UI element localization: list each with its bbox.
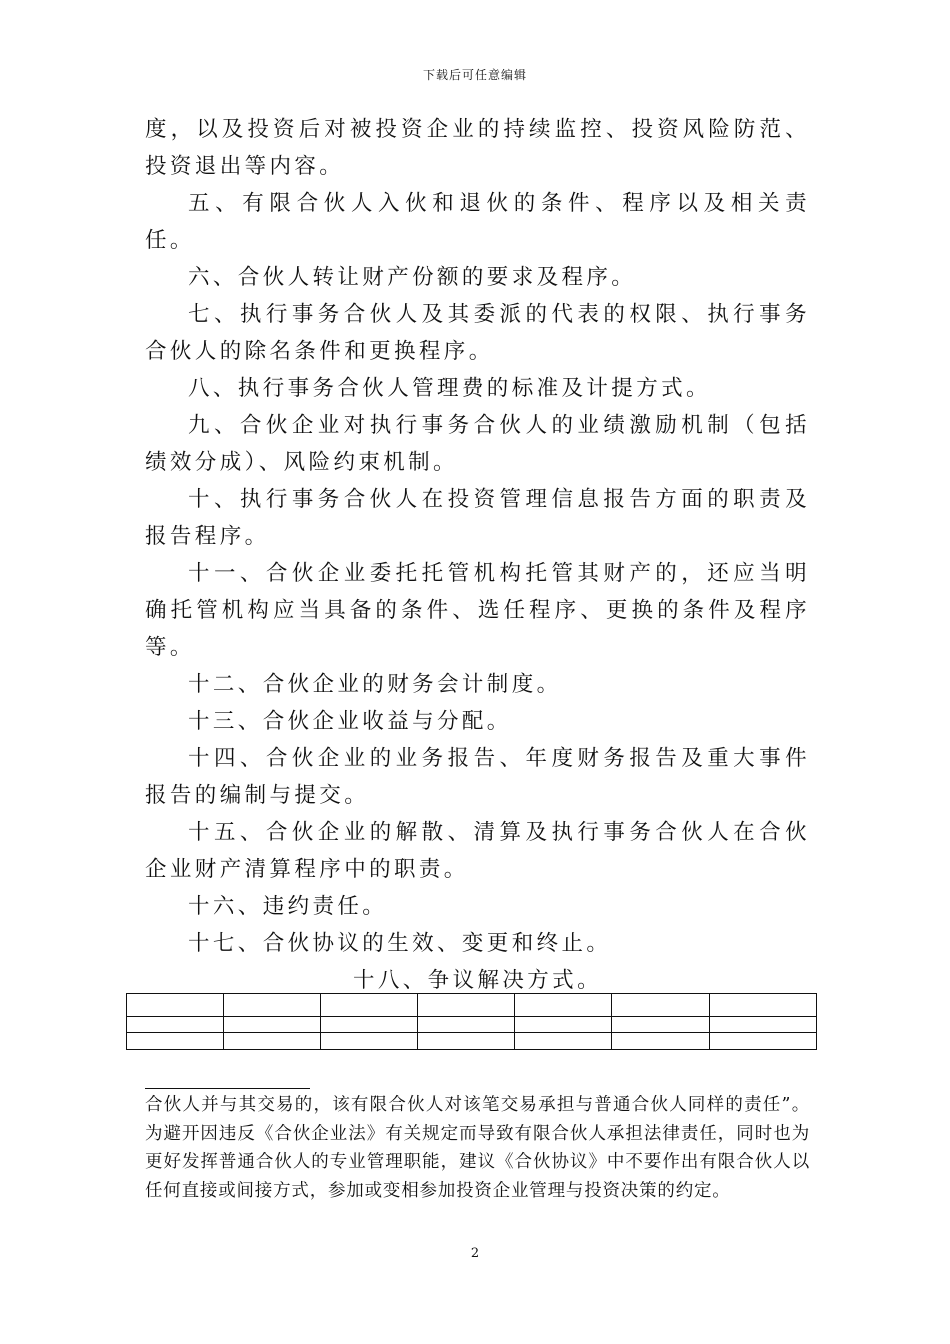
- table-cell: [224, 994, 321, 1017]
- table-cell: [612, 1017, 710, 1033]
- clause-11: 十一、合伙企业委托托管机构托管其财产的，还应当明确托管机构应当具备的条件、选任程序、更换的条件及程序等。: [145, 561, 810, 660]
- footnote-text: 合伙人并与其交易的，该有限合伙人对该笔交易承担与普通合伙人同样的责任”。为避开因违反《合伙企业法》有关规定而导致有限合伙人承担法律责任，同时也为更好发挥普通合伙人的专业管理职能，建议《合伙协议》中不要作出有限合伙人以任何直接或间接方式，参加或变相参加投资企业管理与投资决策的约定。: [145, 1095, 810, 1201]
- footnote: [145, 1091, 810, 1205]
- table-cell: [515, 994, 612, 1017]
- clause-15: 十五、合伙企业的解散、清算及执行事务合伙人在合伙企业财产清算程序中的职责。: [145, 820, 810, 882]
- table-cell: [127, 994, 224, 1017]
- clause-12: 十二、合伙企业的财务会计制度。: [188, 672, 562, 697]
- table-row: [127, 1033, 817, 1050]
- table-cell: [224, 1017, 321, 1033]
- clause-16: 十六、违约责任。: [188, 894, 388, 919]
- table-cell: [224, 1033, 321, 1050]
- clause-17: 十七、合伙协议的生效、变更和终止。: [188, 931, 612, 956]
- table-cell: [127, 1033, 224, 1050]
- clause-5: 五、有限合伙人入伙和退伙的条件、程序以及相关责任。: [145, 191, 810, 253]
- clause-14: 十四、合伙企业的业务报告、年度财务报告及重大事件报告的编制与提交。: [145, 746, 810, 808]
- table-cell: [321, 1033, 418, 1050]
- table-cell: [127, 1017, 224, 1033]
- page-number: 2: [470, 1246, 480, 1261]
- table-cell: [418, 1033, 515, 1050]
- table-cell: [418, 994, 515, 1017]
- table-cell: [612, 1033, 710, 1050]
- table-cell: [710, 1017, 817, 1033]
- clause-7: 七、执行事务合伙人及其委派的代表的权限、执行事务合伙人的除名条件和更换程序。: [145, 302, 810, 364]
- document-body: [145, 111, 810, 999]
- table-row: [127, 1017, 817, 1033]
- clause-13: 十三、合伙企业收益与分配。: [188, 709, 512, 734]
- table-cell: [321, 994, 418, 1017]
- table-cell: [418, 1017, 515, 1033]
- clause-18: 十八、争议解决方式。: [352, 968, 602, 993]
- table-row: [127, 994, 817, 1017]
- paragraph-continuation: 度，以及投资后对被投资企业的持续监控、投资风险防范、投资退出等内容。: [145, 117, 810, 179]
- clause-6: 六、合伙人转让财产份额的要求及程序。: [188, 265, 637, 290]
- table-cell: [515, 1033, 612, 1050]
- footnote-separator: [145, 1088, 310, 1089]
- table-cell: [710, 1033, 817, 1050]
- table-cell: [612, 994, 710, 1017]
- clause-10: 十、执行事务合伙人在投资管理信息报告方面的职责及报告程序。: [145, 487, 810, 549]
- page-header: 下载后可任意编辑: [422, 68, 527, 82]
- table-cell: [710, 994, 817, 1017]
- table-cell: [321, 1017, 418, 1033]
- blank-table: [126, 993, 817, 1050]
- table-cell: [515, 1017, 612, 1033]
- clause-8: 八、执行事务合伙人管理费的标准及计提方式。: [188, 376, 711, 401]
- clause-9: 九、合伙企业对执行事务合伙人的业绩激励机制（包括绩效分成）、风险约束机制。: [145, 413, 810, 475]
